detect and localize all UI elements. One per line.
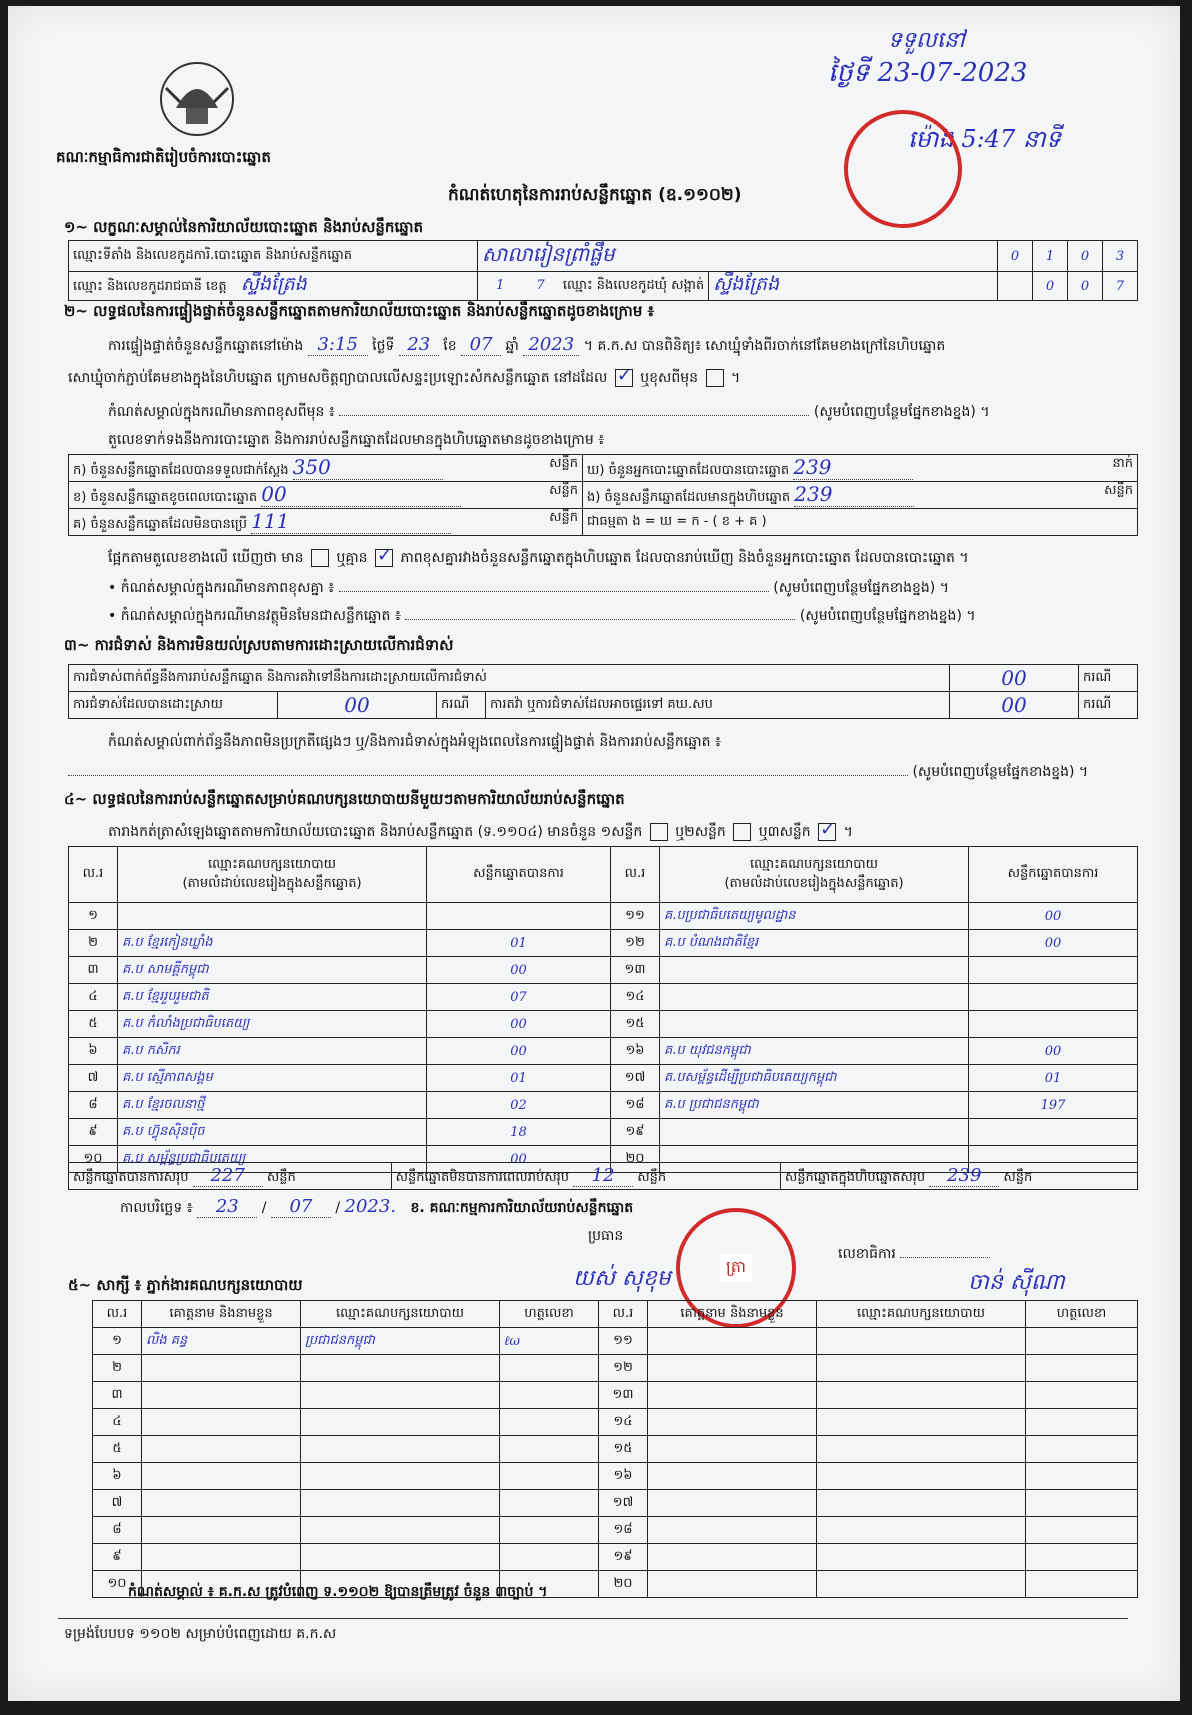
code-digit: 0 — [1033, 272, 1068, 301]
witness-party — [817, 1571, 1026, 1598]
row-number: ៩ — [69, 1119, 118, 1146]
unit: សន្លឹក — [1104, 483, 1133, 498]
totals-table — [68, 1162, 1138, 1190]
unit: សន្លឹក — [637, 1169, 667, 1185]
verify-day: 23 — [399, 334, 439, 356]
table-row — [93, 1382, 1138, 1409]
tally-intro: តារាងកត់ត្រាសំឡេងឆ្នោតតាមការិយាល័យបោះឆ្នោត និងរាប់សន្លឹកឆ្នោត (ទ.១១០៤) មានចំនួន ១សន្លឹក — [108, 824, 643, 840]
party-votes: 00 — [427, 957, 611, 984]
party-votes — [427, 903, 611, 930]
unused-ballots-value: 111 — [251, 509, 451, 534]
date-year: 2023. — [344, 1196, 397, 1217]
row-number: ១៩ — [599, 1544, 648, 1571]
bullet-1: • កំណត់សម្គាល់ក្នុងករណីមានភាពខុសគ្នា ៖ — [108, 580, 335, 596]
witness-party — [301, 1409, 500, 1436]
bullet-2: • កំណត់សម្គាល់ក្នុងករណីមានវត្ថុមិនមែនជាសន្លឹកឆ្នោត ៖ — [108, 608, 401, 624]
party-name: គ.បសម្ព័ន្ធដើម្បីប្រជាធិបតេយ្យកម្ពុជា — [660, 1065, 969, 1092]
one-sheet-checkbox[interactable] — [650, 823, 668, 841]
row-number: ៣ — [93, 1382, 142, 1409]
code-digit: 7 — [536, 277, 545, 293]
row-number: ១៤ — [599, 1409, 648, 1436]
witness-name — [648, 1571, 817, 1598]
row-number: ១០ — [69, 1146, 118, 1173]
party-votes: 00 — [969, 903, 1138, 930]
row-number: ១០ — [93, 1571, 142, 1598]
table-row — [69, 1065, 1138, 1092]
verify-paragraph — [108, 334, 945, 357]
party-votes — [969, 1119, 1138, 1146]
table-row — [93, 1436, 1138, 1463]
party-votes: 01 — [969, 1065, 1138, 1092]
discrepancy-text: ផ្អែកតាមតួលេខខាងលើ ឃើញថា មាន — [108, 550, 304, 566]
row-number: ២០ — [611, 1146, 660, 1173]
unit: ករណី — [1079, 692, 1138, 719]
witness-party — [817, 1436, 1026, 1463]
party-votes: 02 — [427, 1092, 611, 1119]
row-number: ១៧ — [611, 1065, 660, 1092]
no-discrepancy-checkbox[interactable] — [375, 549, 393, 567]
spoiled-ballots-value: 00 — [261, 482, 461, 507]
polling-station-name: សាលារៀនព្រាំផ្លឹម — [478, 241, 998, 272]
row-number: ១៦ — [599, 1463, 648, 1490]
verify-month: 07 — [461, 334, 501, 356]
row-number: ១១ — [599, 1328, 648, 1355]
col-no: ល.រ — [611, 847, 660, 903]
witness-signature — [1026, 1463, 1138, 1490]
row-number: ៦ — [93, 1463, 142, 1490]
province-name: ស្ទឹងត្រែង — [240, 273, 307, 295]
col-votes: សន្លឹកឆ្នោតបានការ — [427, 847, 611, 903]
party-name: គ.ប ហ៊្វុនស៊ិនប៉ិច — [118, 1119, 427, 1146]
party-votes: 07 — [427, 984, 611, 1011]
row-number: ២ — [69, 930, 118, 957]
bullet-line-1 — [108, 578, 949, 599]
row-number: ៩ — [93, 1544, 142, 1571]
party-votes: 01 — [427, 930, 611, 957]
row-number: ៧ — [69, 1065, 118, 1092]
unit: សន្លឹក — [549, 510, 578, 525]
row-number: ១៨ — [611, 1092, 660, 1119]
resolved-label: ការជំទាស់ដែលបានដោះស្រាយ — [69, 692, 278, 719]
witness-name — [648, 1328, 817, 1355]
witness-signature — [500, 1490, 599, 1517]
witness-signature — [500, 1409, 599, 1436]
witness-name — [648, 1382, 817, 1409]
secretary-signature: ចាន់ ស៊ីណា — [968, 1270, 1065, 1295]
party-name: គ.ប ខ្មែររួបរួមជាតិ — [118, 984, 427, 1011]
date-day: 23 — [197, 1196, 257, 1218]
witness-name — [648, 1490, 817, 1517]
section5-title: ៥~ សាក្សី ៖ ភ្នាក់ងារគណបក្សនយោបាយ — [68, 1276, 303, 1294]
changed-label: ឬខុសពីមុន — [640, 370, 699, 386]
col-party: ឈ្មោះគណបក្សនយោបាយ — [817, 1301, 1026, 1328]
witness-party — [817, 1544, 1026, 1571]
unit: សន្លឹក — [1003, 1169, 1033, 1185]
party-votes — [969, 957, 1138, 984]
col-no: ល.រ — [69, 847, 118, 903]
party-name: គ.ប ប្រជាជនកម្ពុជា — [660, 1092, 969, 1119]
seal-center: ត្រា — [720, 1254, 752, 1282]
col-party: ឈ្មោះគណបក្សនយោបាយ (តាមលំដាប់លេខរៀងក្នុងសន្លឹកឆ្នោត) — [660, 847, 969, 903]
witness-signature — [500, 1463, 599, 1490]
col-sign: ហត្ថលេខា — [1026, 1301, 1138, 1328]
witness-signature — [1026, 1328, 1138, 1355]
party-votes — [969, 984, 1138, 1011]
party-votes: 00 — [427, 1011, 611, 1038]
witness-signature — [1026, 1436, 1138, 1463]
witness-signature — [500, 1382, 599, 1409]
changed-checkbox[interactable] — [706, 369, 724, 387]
irregularity-note: កំណត់សម្គាល់ពាក់ព័ន្ធនឹងភាពមិនប្រក្រតីផ្សេងៗ ឬ/និងការជំទាស់ក្នុងអំឡុងពេលនៃការផ្ទៀងផ្ទាត់ និងការរាប់សន្លឹកឆ្នោត ៖ — [108, 734, 722, 750]
party-name: គ.ប បំណងជាតិខ្មែរ — [660, 930, 969, 957]
committee-sign-title: ខ. គណៈកម្មការការិយាល័យរាប់សន្លឹកឆ្នោត — [410, 1200, 634, 1216]
unit: ករណី — [437, 692, 486, 719]
section3-title: ៣~ ការជំទាស់ និងការមិនយល់ស្របតាមការដោះស្រាយលើការជំទាស់ — [64, 636, 454, 654]
secretary-label: លេខាធិការ — [838, 1246, 896, 1262]
col-no: ល.រ — [93, 1301, 142, 1328]
witness-party — [301, 1436, 500, 1463]
witness-name — [648, 1355, 817, 1382]
party-name: គ.ប ខ្មែរកៀនឃ្លាំង — [118, 930, 427, 957]
witness-signature — [500, 1355, 599, 1382]
witness-party — [817, 1517, 1026, 1544]
witness-party — [301, 1463, 500, 1490]
total-invalid-value: 12 — [573, 1165, 633, 1187]
note-fill: (សូមបំពេញបន្ថែមផ្នែកខាងខ្នង) ។ — [799, 608, 976, 624]
witness-name — [142, 1517, 301, 1544]
row-number: ៧ — [93, 1490, 142, 1517]
ballot-count-table — [68, 454, 1138, 536]
witness-party — [817, 1490, 1026, 1517]
commune-name: ស្ទឹងត្រែង — [709, 272, 998, 301]
secretary-line — [838, 1244, 990, 1265]
row-number: ១៥ — [611, 1011, 660, 1038]
party-name: គ.ប យុវជនកម្ពុជា — [660, 1038, 969, 1065]
note-fill: (សូមបំពេញបន្ថែមផ្នែកខាងខ្នង) ។ — [912, 764, 1089, 780]
party-votes: 00 — [427, 1146, 611, 1173]
seal-check-line: សោឃ្នុំចាក់ភ្ជាប់គែមខាងក្នុងនៃហិបឆ្នោត ក្រោមសចិត្តព្យាបាលលើសន្ទះប្រឡោះសំកសន្លឹកឆ្នោត នៅដដែល ✓ ឬខុសពីមុន ។ — [68, 368, 740, 389]
tally-sheet-line: តារាងកត់ត្រាសំឡេងឆ្នោតតាមការិយាល័យបោះឆ្នោត និងរាប់សន្លឹកឆ្នោត (ទ.១១០៤) មានចំនួន ១សន្លឹក ឬ២សន្លឹក ឬ៣សន្លឹក ✓ ។ — [108, 822, 853, 843]
resolved-value: 00 — [278, 692, 437, 719]
row-number: ១៣ — [611, 957, 660, 984]
formula: ជាធម្មតា ង = ឃ = ក - ( ខ + គ ) — [583, 509, 1138, 536]
party-results-table — [68, 846, 1138, 1173]
witness-name — [142, 1382, 301, 1409]
witness-signature: ℓω — [500, 1328, 599, 1355]
voters-label: ឃ) ចំនួនអ្នកបោះឆ្នោតដែលបានបោះឆ្នោត — [587, 463, 790, 478]
verify-text-2: ។ គ.ក.ស បានពិនិត្យ៖ សោឃ្នុំទាំងពីរចាក់នៅគែមខាងក្រៅនៃហិបឆ្នោត — [583, 338, 946, 354]
party-name: គ.ប កំលាំងប្រជាធិបតេយ្យ — [118, 1011, 427, 1038]
received-note-3: ម៉ោង 5:47 នាទី — [908, 125, 1061, 153]
form-paper — [8, 6, 1180, 1701]
witness-signature — [1026, 1544, 1138, 1571]
change-note-line — [108, 402, 990, 423]
col-party: ឈ្មោះគណបក្សនយោបាយ — [301, 1301, 500, 1328]
code-digit: 0 — [1068, 272, 1103, 301]
section4-title: ៤~ លទ្ធផលនៃការរាប់សន្លឹកឆ្នោតសម្រាប់គណបក្សនយោបាយនីមួយៗតាមការិយាល័យរាប់សន្លឹកឆ្នោត — [64, 790, 625, 808]
witness-name — [648, 1436, 817, 1463]
form-title: កំណត់ហេតុនៃការរាប់សន្លឹកឆ្នោត (ឧ.១១០២) — [448, 185, 742, 205]
party-votes: 18 — [427, 1119, 611, 1146]
witness-name — [142, 1463, 301, 1490]
party-name: គ.ប សម្ព័ន្ធប្រជាធិបតេយ្យ — [118, 1146, 427, 1173]
verify-month-label: ខែ — [443, 338, 457, 354]
row-number: ១ — [93, 1328, 142, 1355]
row-number: ១២ — [599, 1355, 648, 1382]
witness-name: លិង គន្ធ — [142, 1328, 301, 1355]
received-note-2: ថ្ងៃទី 23-07-2023 — [828, 58, 1028, 88]
table-row — [93, 1544, 1138, 1571]
unit: ករណី — [1079, 665, 1138, 692]
appeal-label: ការតវ៉ា ឬការជំទាស់ដែលអាចផ្ទេរទៅ គឃ.សប — [486, 692, 950, 719]
objection-row1-value: 00 — [950, 665, 1079, 692]
table-row — [93, 1517, 1138, 1544]
verify-text: ការផ្ទៀងផ្ទាត់ចំនួនសន្លឹកឆ្នោតនៅម៉ោង — [108, 338, 304, 354]
party-name: គ.បប្រជាធិបតេយ្យមូលដ្ឋាន — [660, 903, 969, 930]
witness-name — [648, 1463, 817, 1490]
witness-signature — [500, 1544, 599, 1571]
table-intro: តួលេខទាក់ទងនឹងការបោះឆ្នោត និងការរាប់សន្លឹកឆ្នោតដែលមានក្នុងហិបឆ្នោតមានដូចខាងក្រោម ៖ — [108, 432, 605, 448]
total-invalid-label: សន្លឹកឆ្នោតមិនបានការពេលរាប់សរុប — [395, 1169, 569, 1185]
three-sheet-checkbox[interactable] — [818, 823, 836, 841]
col-sign: ហត្ថលេខា — [500, 1301, 599, 1328]
table-row — [69, 1092, 1138, 1119]
irregularity-fill-line — [68, 762, 1088, 783]
date-line: កាលបរិច្ឆេទ ៖ 23 / 07 / 2023. ខ. គណៈកម្មការការិយាល័យរាប់សន្លឹកឆ្នោត — [120, 1196, 634, 1217]
witness-name — [142, 1490, 301, 1517]
party-name: គ.ប ស្មើភាពសង្គម — [118, 1065, 427, 1092]
party-name: គ.ប សាមគ្គីកម្ពុជា — [118, 957, 427, 984]
witness-signature — [1026, 1490, 1138, 1517]
has-discrepancy-checkbox[interactable] — [311, 549, 329, 567]
witness-party — [301, 1517, 500, 1544]
row-number: ៣ — [69, 957, 118, 984]
voters-value: 239 — [793, 455, 913, 480]
row-number: ១៨ — [599, 1517, 648, 1544]
received-note-1: ទទួលនៅ — [888, 28, 965, 53]
unit: សន្លឹក — [549, 483, 578, 498]
table-row — [93, 1463, 1138, 1490]
row-number: ៥ — [69, 1011, 118, 1038]
table-row — [69, 903, 1138, 930]
table-row — [93, 1409, 1138, 1436]
total-box-value: 239 — [929, 1165, 999, 1187]
witness-signature — [500, 1436, 599, 1463]
two-sheet-label: ឬ២សន្លឹក — [675, 824, 726, 840]
party-votes: 00 — [969, 930, 1138, 957]
witness-party — [817, 1328, 1026, 1355]
date-month: 07 — [271, 1196, 331, 1218]
row2-label — [69, 272, 478, 301]
row-number: ៨ — [93, 1517, 142, 1544]
box-ballots-label: ង) ចំនួនសន្លឹកឆ្នោតដែលមានក្នុងហិបឆ្នោត — [587, 490, 791, 505]
table-row — [93, 1490, 1138, 1517]
spoiled-ballots-label: ខ) ចំនួនសន្លឹកឆ្នោតខូចពេលបោះឆ្នោត — [73, 490, 258, 505]
province-label: ឈ្មោះ និងលេខកូដរាជធានី ខេត្ត — [73, 279, 227, 294]
code-digit: 1 — [496, 277, 505, 293]
witness-signature — [500, 1517, 599, 1544]
appeal-value: 00 — [950, 692, 1079, 719]
row-number: ១៣ — [599, 1382, 648, 1409]
objection-row1-label: ការជំទាស់ពាក់ព័ន្ធនឹងការរាប់សន្លឹកឆ្នោត និងការតវ៉ាទៅនឹងការដោះស្រាយលើការជំទាស់ — [69, 665, 950, 692]
code-digit: 1 — [1033, 241, 1068, 272]
row-number: ១២ — [611, 930, 660, 957]
received-seal-icon — [844, 110, 962, 228]
party-name — [660, 1119, 969, 1146]
row-number: ១៧ — [599, 1490, 648, 1517]
witness-name — [142, 1544, 301, 1571]
party-name — [118, 903, 427, 930]
row1-label: ឈ្មោះទីតាំង និងលេខកូដការិ.បោះឆ្នោត និងរាប់សន្លឹកឆ្នោត — [69, 241, 478, 272]
change-note-label: កំណត់សម្គាល់ក្នុងករណីមានភាពខុសពីមុន ៖ — [108, 404, 335, 420]
witness-party — [817, 1463, 1026, 1490]
table-row — [69, 930, 1138, 957]
total-valid-label: សន្លឹកឆ្នោតបានការសរុប — [73, 1169, 189, 1185]
party-votes: 00 — [969, 1038, 1138, 1065]
row-number: ៤ — [93, 1409, 142, 1436]
no-discrepancy-label: ឬគ្មាន — [336, 550, 368, 566]
royal-emblem-icon — [156, 58, 238, 140]
row-number: ១៤ — [611, 984, 660, 1011]
party-votes: 197 — [969, 1092, 1138, 1119]
party-name: គ.ប ខ្មែរចលនាថ្មី — [118, 1092, 427, 1119]
row-number: ១៥ — [599, 1436, 648, 1463]
section1-title: ១~ លក្ខណៈសម្គាល់នៃការិយាល័យបោះឆ្នោត និងរាប់សន្លឹកឆ្នោត — [64, 218, 424, 236]
box-ballots-value: 239 — [794, 482, 914, 507]
discrepancy-line — [108, 548, 969, 569]
president-label: ប្រធាន — [588, 1228, 624, 1244]
note-fill: (សូមបំពេញបន្ថែមផ្នែកខាងខ្នង) ។ — [773, 580, 949, 596]
change-note-fill: (សូមបំពេញបន្ថែមផ្នែកខាងខ្នង) ។ — [813, 404, 990, 420]
code-digit: 7 — [1103, 272, 1138, 301]
date-label: កាលបរិច្ឆេទ ៖ — [120, 1200, 193, 1216]
verify-year: 2023 — [523, 334, 579, 356]
witness-name — [648, 1409, 817, 1436]
witness-name — [648, 1544, 817, 1571]
witness-party — [817, 1409, 1026, 1436]
party-name — [660, 1011, 969, 1038]
witness-party — [301, 1544, 500, 1571]
footer-divider — [58, 1618, 1128, 1619]
party-votes — [969, 1011, 1138, 1038]
witness-table — [92, 1300, 1138, 1598]
row-number: ៥ — [93, 1436, 142, 1463]
row-number: ១ — [69, 903, 118, 930]
footnote: កំណត់សម្គាល់ ៖ គ.ក.ស ត្រូវបំពេញ ទ.១១០២ ឱ្យបានត្រឹមត្រូវ ចំនួន ៣ច្បាប់ ។ — [128, 1584, 548, 1600]
table-row — [93, 1355, 1138, 1382]
row-number: ១១ — [611, 903, 660, 930]
table-row — [69, 984, 1138, 1011]
row-number: ១៩ — [611, 1119, 660, 1146]
witness-name — [142, 1409, 301, 1436]
verify-time: 3:15 — [308, 334, 368, 356]
received-ballots-label: ក) ចំនួនសន្លឹកឆ្នោតដែលបានទទួលជាក់ស្ដែង — [73, 463, 289, 478]
party-votes: 00 — [427, 1038, 611, 1065]
witness-party — [301, 1355, 500, 1382]
total-box-label: សន្លឹកឆ្នោតក្នុងហិបឆ្នោតសរុប — [784, 1169, 926, 1185]
two-sheet-checkbox[interactable] — [733, 823, 751, 841]
objections-table — [68, 664, 1138, 719]
witness-signature — [1026, 1409, 1138, 1436]
verify-year-label: ឆ្នាំ — [505, 338, 519, 354]
witness-signature — [1026, 1571, 1138, 1598]
table-row — [69, 1011, 1138, 1038]
unchanged-checkbox[interactable] — [615, 369, 633, 387]
unused-ballots-label: គ) ចំនួនសន្លឹកឆ្នោតដែលមិនបានប្រើ — [73, 517, 247, 532]
form-footer: ទម្រង់បែបបទ ១១០២ សម្រាប់បំពេញដោយ គ.ក.ស — [64, 1626, 337, 1642]
witness-name — [648, 1517, 817, 1544]
witness-name — [142, 1355, 301, 1382]
col-name: គោត្តនាម និងនាមខ្លួន — [648, 1301, 817, 1328]
witness-name — [142, 1436, 301, 1463]
row-number: ២០ — [599, 1571, 648, 1598]
bullet-line-2 — [108, 606, 976, 627]
table-row — [69, 1119, 1138, 1146]
witness-party — [301, 1382, 500, 1409]
row-number: ៨ — [69, 1092, 118, 1119]
total-valid-value: 227 — [193, 1165, 263, 1187]
party-name — [660, 984, 969, 1011]
three-sheet-label: ឬ៣សន្លឹក — [758, 824, 811, 840]
party-votes: 01 — [427, 1065, 611, 1092]
received-ballots-value: 350 — [293, 455, 443, 480]
witness-party — [301, 1490, 500, 1517]
code-digit: 0 — [998, 241, 1033, 272]
witness-signature — [1026, 1382, 1138, 1409]
section1-table — [68, 240, 1138, 301]
code-digit: 3 — [1103, 241, 1138, 272]
col-no: ល.រ — [599, 1301, 648, 1328]
president-signature: យស់ សុខុម — [573, 1266, 671, 1291]
seal-text: សោឃ្នុំចាក់ភ្ជាប់គែមខាងក្នុងនៃហិបឆ្នោត ក្រោមសចិត្តព្យាបាលលើសន្ទះប្រឡោះសំកសន្លឹកឆ្នោត នៅដដែល — [68, 370, 608, 386]
code-digit: 0 — [1068, 241, 1103, 272]
unit: សន្លឹក — [549, 456, 578, 471]
row-number: ៤ — [69, 984, 118, 1011]
section2-title: ២~ លទ្ធផលនៃការផ្ទៀងផ្ទាត់ចំនួនសន្លឹកឆ្នោតតាមការិយាល័យបោះឆ្នោត និងរាប់សន្លឹកឆ្នោតដូចខាងក្រោម ៖ — [64, 302, 655, 320]
row-number: ១៦ — [611, 1038, 660, 1065]
col-votes: សន្លឹកឆ្នោតបានការ — [969, 847, 1138, 903]
witness-party — [817, 1382, 1026, 1409]
col-name: គោត្តនាម និងនាមខ្លួន — [142, 1301, 301, 1328]
row-number: ២ — [93, 1355, 142, 1382]
witness-signature — [1026, 1517, 1138, 1544]
unit: នាក់ — [1112, 456, 1133, 471]
verify-day-label: ថ្ងៃទី — [372, 338, 395, 354]
witness-signature — [1026, 1355, 1138, 1382]
party-name — [660, 957, 969, 984]
province-code — [478, 272, 709, 301]
discrepancy-text-2: ភាពខុសគ្នារវាងចំនួនសន្លឹកឆ្នោតក្នុងហិបឆ្នោត ដែលបានរាប់ឃើញ និងចំនួនអ្នកបោះឆ្នោត ដែលបានបោះឆ្នោត ។ — [400, 550, 969, 566]
col-party: ឈ្មោះគណបក្សនយោបាយ (តាមលំដាប់លេខរៀងក្នុងសន្លឹកឆ្នោត) — [118, 847, 427, 903]
commune-label: ឈ្មោះ និងលេខកូដឃុំ សង្កាត់ — [562, 277, 705, 293]
party-name: គ.ប កសិករ — [118, 1038, 427, 1065]
witness-party: ប្រជាជនកម្ពុជា — [301, 1328, 500, 1355]
committee-name: គណៈកម្មាធិការជាតិរៀបចំការបោះឆ្នោត — [56, 148, 271, 166]
row-number: ៦ — [69, 1038, 118, 1065]
table-row — [93, 1328, 1138, 1355]
table-row — [69, 957, 1138, 984]
table-row — [69, 1038, 1138, 1065]
unit: សន្លឹក — [266, 1169, 296, 1185]
witness-party — [817, 1355, 1026, 1382]
